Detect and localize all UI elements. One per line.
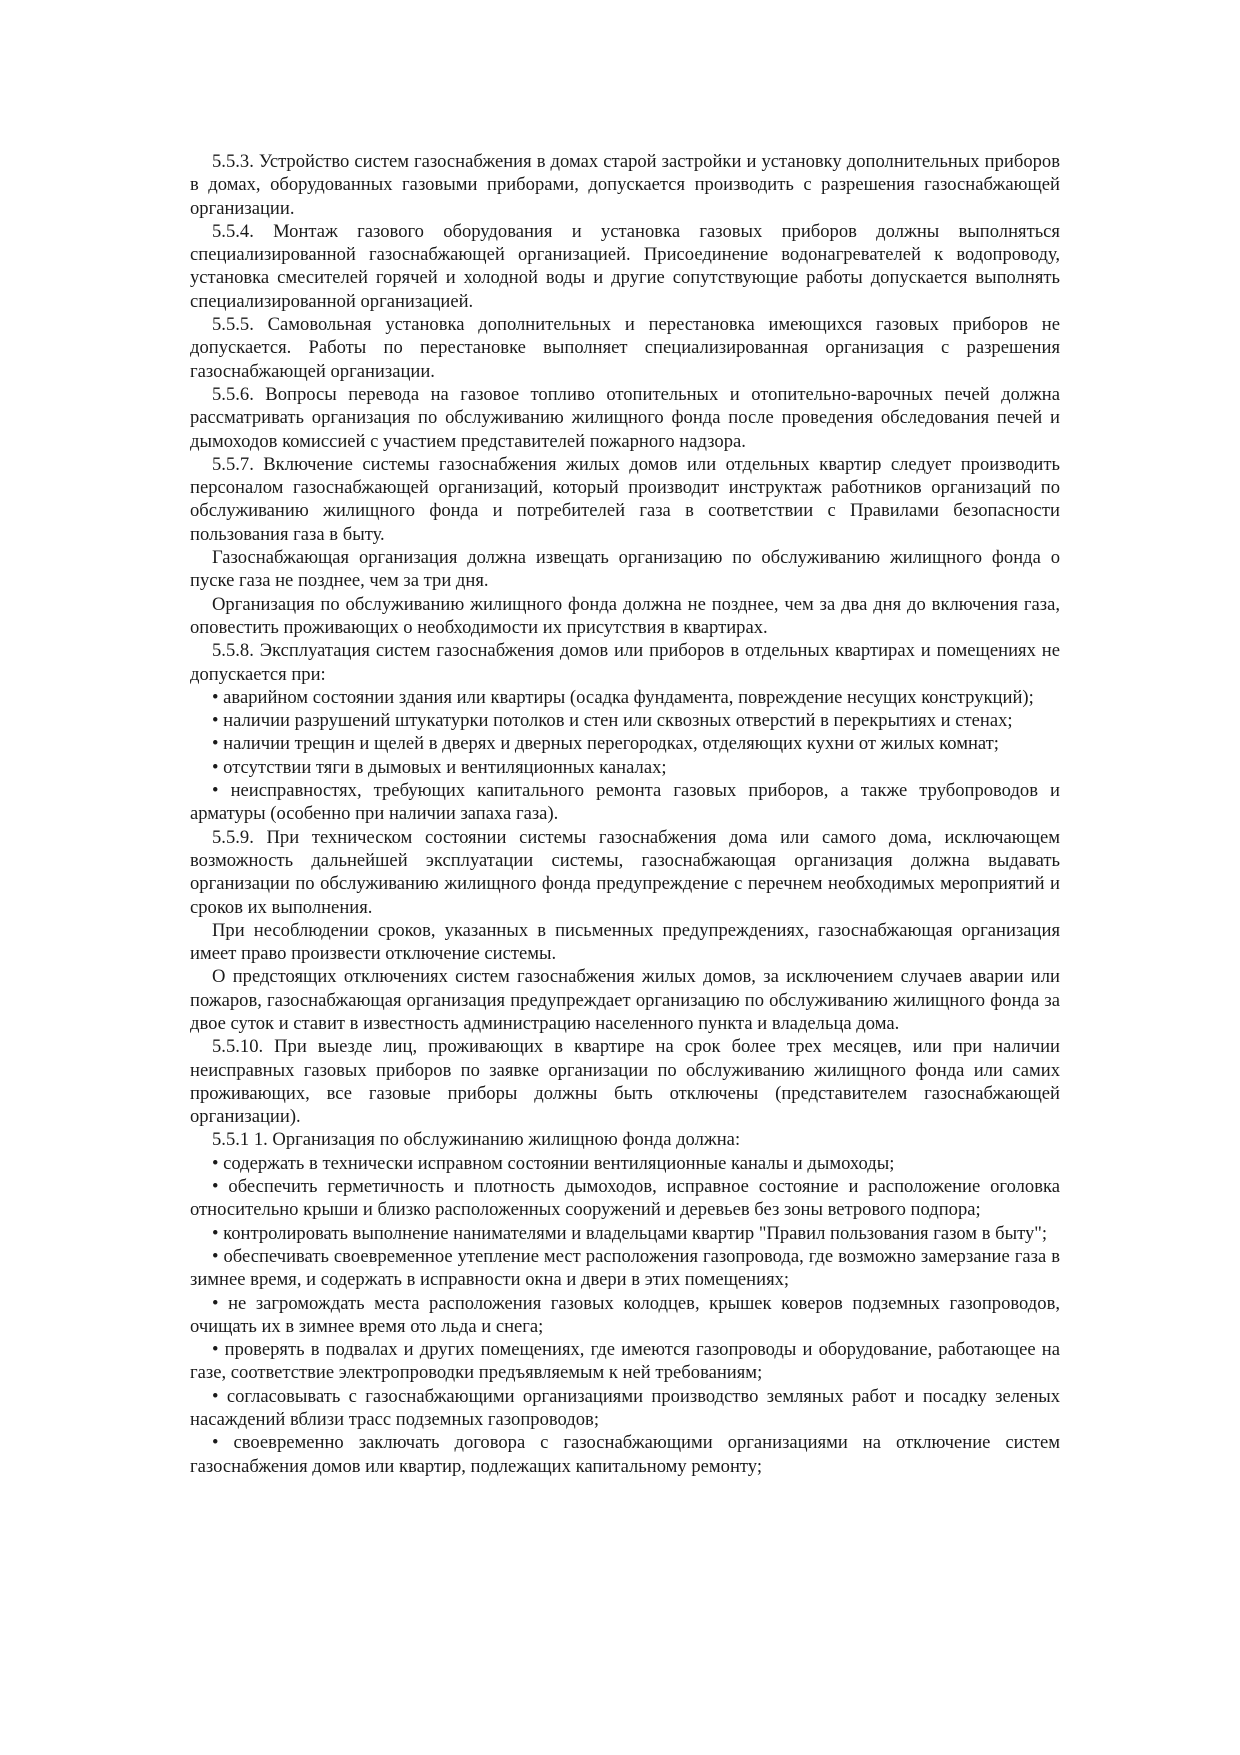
list-item: • наличии трещин и щелей в дверях и дверных перегородках, отделяющих кухни от жилых комнат; [212, 733, 999, 755]
list-item: • проверять в подвалах и других помещениях, где имеются газопроводы и оборудование, работающее на газе, соответствие электропроводки предъявляемым к ней требованиям; [190, 1339, 1060, 1384]
list-item: • неисправностях, требующих капитального ремонта газовых приборов, а также трубопроводов и арматуры (особенно при наличии запаха газа). [190, 780, 1060, 825]
list-item: • отсутствии тяги в дымовых и вентиляционных каналах; [212, 756, 667, 778]
paragraph-5-5-9: 5.5.9. При техническом состоянии системы газоснабжения дома или самого дома, исключающем возможность дальнейшей эксплуатации системы, газоснабжающая организация должна выдавать организации по обслуживанию жилищного фонда предупреждение с перечнем необходимых мероприятий и сроков их выполнения. [190, 826, 1060, 918]
paragraph-5-5-8: 5.5.8. Эксплуатация систем газоснабжения домов или приборов в отдельных квартирах и помещениях не допускается при: [190, 640, 1060, 685]
list-item: • обеспечить герметичность и плотность дымоходов, исправное состояние и расположение оголовка относительно крыши и близко расположенных сооружений и деревьев без зоны ветрового подпора; [190, 1176, 1060, 1221]
list-item: • обеспечивать своевременное утепление мест расположения газопровода, где возможно замерзание газа в зимнее время, и содержать в исправности окна и двери в этих помещениях; [190, 1245, 1060, 1291]
paragraph-5-5-3: 5.5.3. Устройство систем газоснабжения в домах старой застройки и установку дополнительных приборов в домах, оборудованных газовыми приборами, допускается производить с разрешения газоснабжающей организации. [190, 151, 1060, 219]
paragraph-5-5-5: 5.5.5. Самовольная установка дополнительных и перестановка имеющихся газовых приборов не допускается. Работы по перестановке выполняет специализированная организация с разрешения газоснабжающей организации. [190, 314, 1060, 382]
paragraph-gas-notice: Газоснабжающая организация должна извещать организацию по обслуживанию жилищного фонда о пуске газа не позднее, чем за три дня. [190, 547, 1060, 592]
paragraph-5-5-7: 5.5.7. Включение системы газоснабжения жилых домов или отдельных квартир следует производить персоналом газоснабжающей организаций, который производит инструктаж работников организаций по обслуживанию жилищного фонда и потребителей газа в соответствии с Правилами безопасности пользования газа в быту. [190, 453, 1060, 545]
paragraph-shutdown-notice: О предстоящих отключениях систем газоснабжения жилых домов, за исключением случаев аварии или пожаров, газоснабжающая организация предупреждает организацию по обслуживанию жилищного фонда за двое суток и ставит в известность администрацию населенного пункта и владельца дома. [190, 966, 1060, 1034]
list-item: • не загромождать места расположения газовых колодцев, крышек коверов подземных газопроводов, очищать их в зимнее время ото льда и снега; [190, 1292, 1060, 1337]
paragraph-5-5-6: 5.5.6. Вопросы перевода на газовое топливо отопительных и отопительно-варочных печей должна рассматривать организация по обслуживанию жилищного фонда после проведения обследования печей и дымоходов комиссией с участием представителей пожарного надзора. [190, 383, 1060, 452]
document-page [190, 150, 1060, 1478]
list-item: • наличии разрушений штукатурки потолков и стен или сквозных отверстий в перекрытиях и стенах; [212, 710, 1013, 732]
paragraph-5-5-11: 5.5.1 1. Организация по обслужинанию жилищною фонда должна: [212, 1129, 741, 1151]
paragraph-residents-notice: Организация по обслуживанию жилищного фонда должна не позднее, чем за два дня до включения газа, оповестить проживающих о необходимости их присутствия в квартирах. [190, 593, 1060, 638]
list-item: • своевременно заключать договора с газоснабжающими организациями на отключение систем газоснабжения домов или квартир, подлежащих капитальному ремонту; [190, 1432, 1060, 1477]
paragraph-5-5-10: 5.5.10. При выезде лиц, проживающих в квартире на срок более трех месяцев, или при наличии неисправных газовых приборов по заявке организации по обслуживанию жилищного фонда или самих проживающих, все газовые приборы должны быть отключены (представителем газоснабжающей организации). [190, 1036, 1060, 1128]
paragraph-non-compliance: При несоблюдении сроков, указанных в письменных предупреждениях, газоснабжающая организация имеет право произвести отключение системы. [190, 919, 1060, 965]
paragraph-5-5-4: 5.5.4. Монтаж газового оборудования и установка газовых приборов должны выполняться специализированной газоснабжающей организацией. Присоединение водонагревателей к водопроводу, установка смесителей горячей и холодной воды и другие сопутствующие работы допускается выполнять специализированной организацией. [190, 220, 1060, 312]
list-item: • содержать в технически исправном состоянии вентиляционные каналы и дымоходы; [212, 1152, 895, 1174]
list-item: • контролировать выполнение нанимателями и владельцами квартир "Правил пользования газом в быту"; [212, 1222, 1048, 1244]
list-item: • аварийном состоянии здания или квартиры (осадка фундамента, повреждение несущих конструкций); [212, 686, 1034, 708]
list-item: • согласовывать с газоснабжающими организациями производство земляных работ и посадку зеленых насаждений вблизи трасс подземных газопроводов; [190, 1385, 1060, 1431]
